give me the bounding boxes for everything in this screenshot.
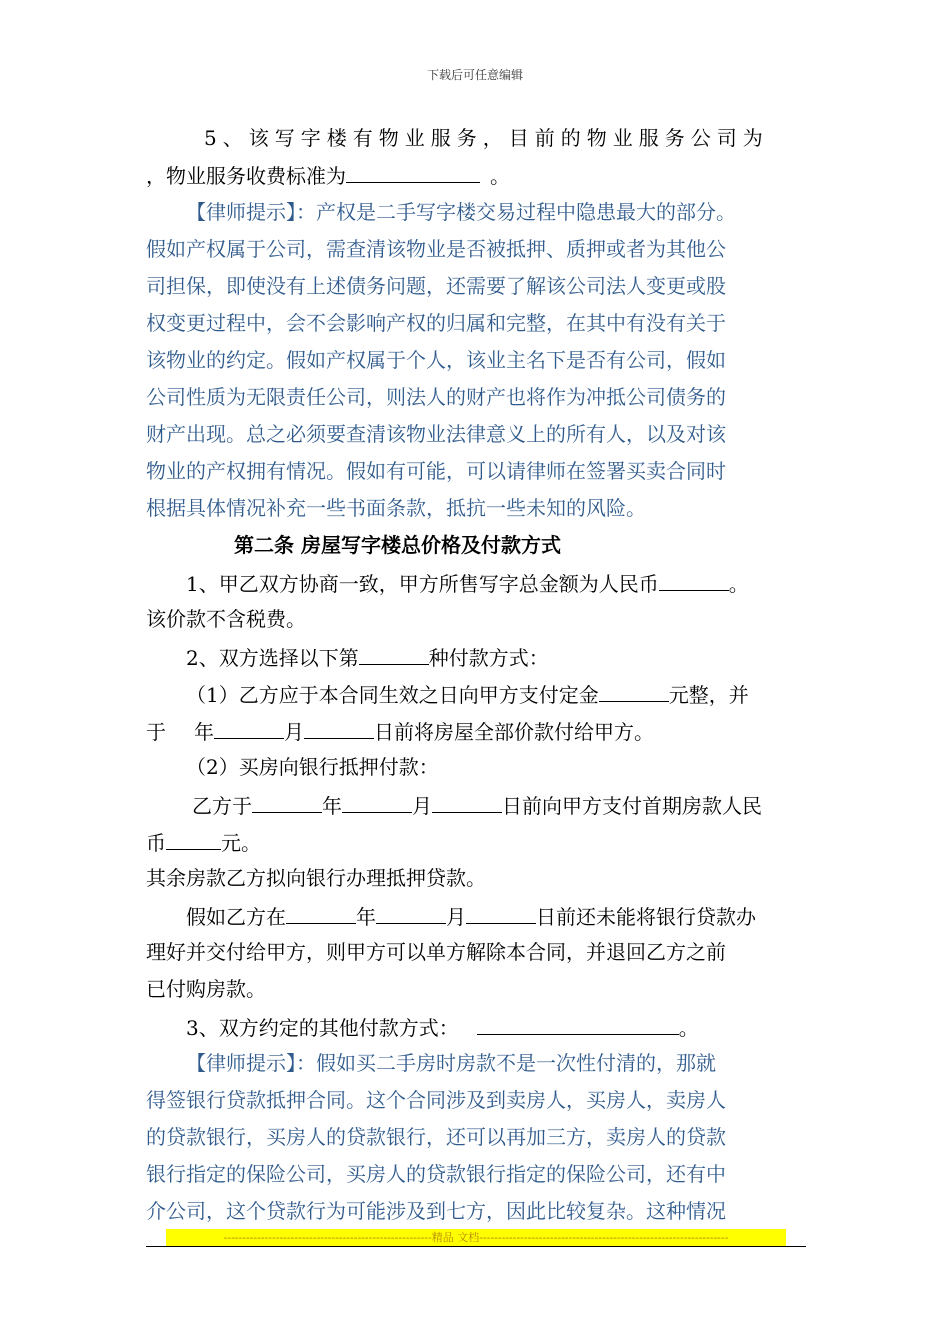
text: 日前将房屋全部价款付给甲方。 (374, 720, 654, 744)
tip1-line7: 财产出现。总之必须要查清该物业法律意义上的所有人，以及对该 (146, 422, 726, 446)
text: 。 (490, 164, 510, 188)
text: （1）乙方应于本合同生效之日向甲方支付定金 (186, 683, 599, 707)
text: 年 (194, 720, 214, 744)
deposit-blank (599, 679, 669, 702)
text: 元。 (221, 831, 261, 855)
text: 2、双方选择以下第 (186, 646, 359, 670)
text: 年 (356, 905, 376, 929)
p1-line1 (186, 568, 749, 598)
tip1-line9: 根据具体情况补充一些书面条款，抵抗一些未知的风险。 (146, 496, 646, 520)
text: 元整，并 (668, 683, 749, 707)
tip-label: 【律师提示】 (186, 1051, 296, 1075)
footer-banner: --------------------------------------------------------精品 文档------------------------------------------------------------------- (166, 1229, 786, 1247)
tip2-line4: 银行指定的保险公司，买房人的贷款银行指定的保险公司，还有中 (146, 1162, 726, 1186)
p3-line (186, 679, 749, 709)
year-blank (252, 790, 322, 813)
day-blank (466, 901, 536, 924)
month-blank (342, 790, 412, 813)
text: 月 (446, 905, 466, 929)
tip1-line8: 物业的产权拥有情况。假如有可能，可以请律师在签署买卖合同时 (146, 459, 726, 483)
other-method-blank (477, 1012, 679, 1035)
text: ：产权是二手写字楼交易过程中隐患最大的部分。 (296, 200, 736, 224)
text: 日前还未能将银行贷款办 (536, 905, 756, 929)
text: 假如乙方在 (186, 905, 286, 929)
section-heading: 第二条 房屋写字楼总价格及付款方式 (234, 533, 561, 557)
tip2-line5: 介公司，这个贷款行为可能涉及到七方，因此比较复杂。这种情况 (146, 1199, 726, 1223)
text: 年 (322, 794, 342, 818)
header-note: 下载后可任意编辑 (426, 68, 523, 82)
text: 1、甲乙双方协商一致，甲方所售写字总金额为人民币 (186, 572, 659, 596)
clause-5-line1: 5、该写字楼有物业服务，目前的物业服务公司为 (204, 126, 769, 150)
p9-line (186, 901, 756, 931)
tip1-line4: 权变更过程中，会不会影响产权的归属和完整，在其中有没有关于 (146, 311, 726, 335)
p10-line: 理好并交付给甲方，则甲方可以单方解除本合同，并退回乙方之前 (146, 940, 726, 964)
fee-blank (346, 160, 480, 183)
p5-line: （2）买房向银行抵押付款： (186, 755, 439, 779)
amount-blank (659, 568, 729, 591)
method-blank (359, 642, 429, 665)
tip2-line2: 得签银行贷款抵押合同。这个合同涉及到卖房人，买房人，卖房人 (146, 1088, 726, 1112)
tip2-line1 (186, 1049, 716, 1077)
tip-label: 【律师提示】 (186, 200, 296, 224)
text: 。 (728, 572, 749, 596)
footer-rule (146, 1246, 806, 1247)
text: 日前向甲方支付首期房款人民 (502, 794, 762, 818)
text: 。 (678, 1016, 699, 1040)
tip1-line6: 公司性质为无限责任公司，则法人的财产也将作为冲抵公司债务的 (146, 385, 726, 409)
month-blank (214, 716, 284, 739)
text: ，物业服务收费标准为 (146, 164, 346, 188)
p6-line (192, 790, 762, 820)
month-blank (376, 901, 446, 924)
day-blank (304, 716, 374, 739)
first-payment-blank (166, 827, 221, 850)
clause-5-line2 (146, 160, 510, 190)
text: 于 (146, 720, 166, 744)
text: ：假如买二手房时房款不是一次性付清的，那就 (296, 1051, 716, 1075)
day-blank (432, 790, 502, 813)
text: 月 (412, 794, 432, 818)
p8-line: 其余房款乙方拟向银行办理抵押贷款。 (146, 866, 486, 890)
p4-line (146, 716, 654, 746)
year-blank (286, 901, 356, 924)
text: 币 (146, 831, 166, 855)
p1-line2: 该价款不含税费。 (146, 607, 306, 631)
p12-line (186, 1012, 699, 1042)
p7-line (146, 827, 261, 857)
text: 种付款方式： (428, 646, 549, 670)
text: 乙方于 (192, 794, 252, 818)
tip2-line3: 的贷款银行，买房人的贷款银行，还可以再加三方，卖房人的贷款 (146, 1125, 726, 1149)
tip1-line2: 假如产权属于公司，需查清该物业是否被抵押、质押或者为其他公 (146, 237, 726, 261)
tip1-line5: 该物业的约定。假如产权属于个人，该业主名下是否有公司，假如 (146, 348, 726, 372)
text: 月 (284, 720, 304, 744)
text: 3、双方约定的其他付款方式： (186, 1016, 459, 1040)
p11-line: 已付购房款。 (146, 977, 266, 1001)
p2-line (186, 642, 549, 672)
tip1-line1 (186, 198, 736, 226)
tip1-line3: 司担保，即使没有上述债务问题，还需要了解该公司法人变更或股 (146, 274, 726, 298)
